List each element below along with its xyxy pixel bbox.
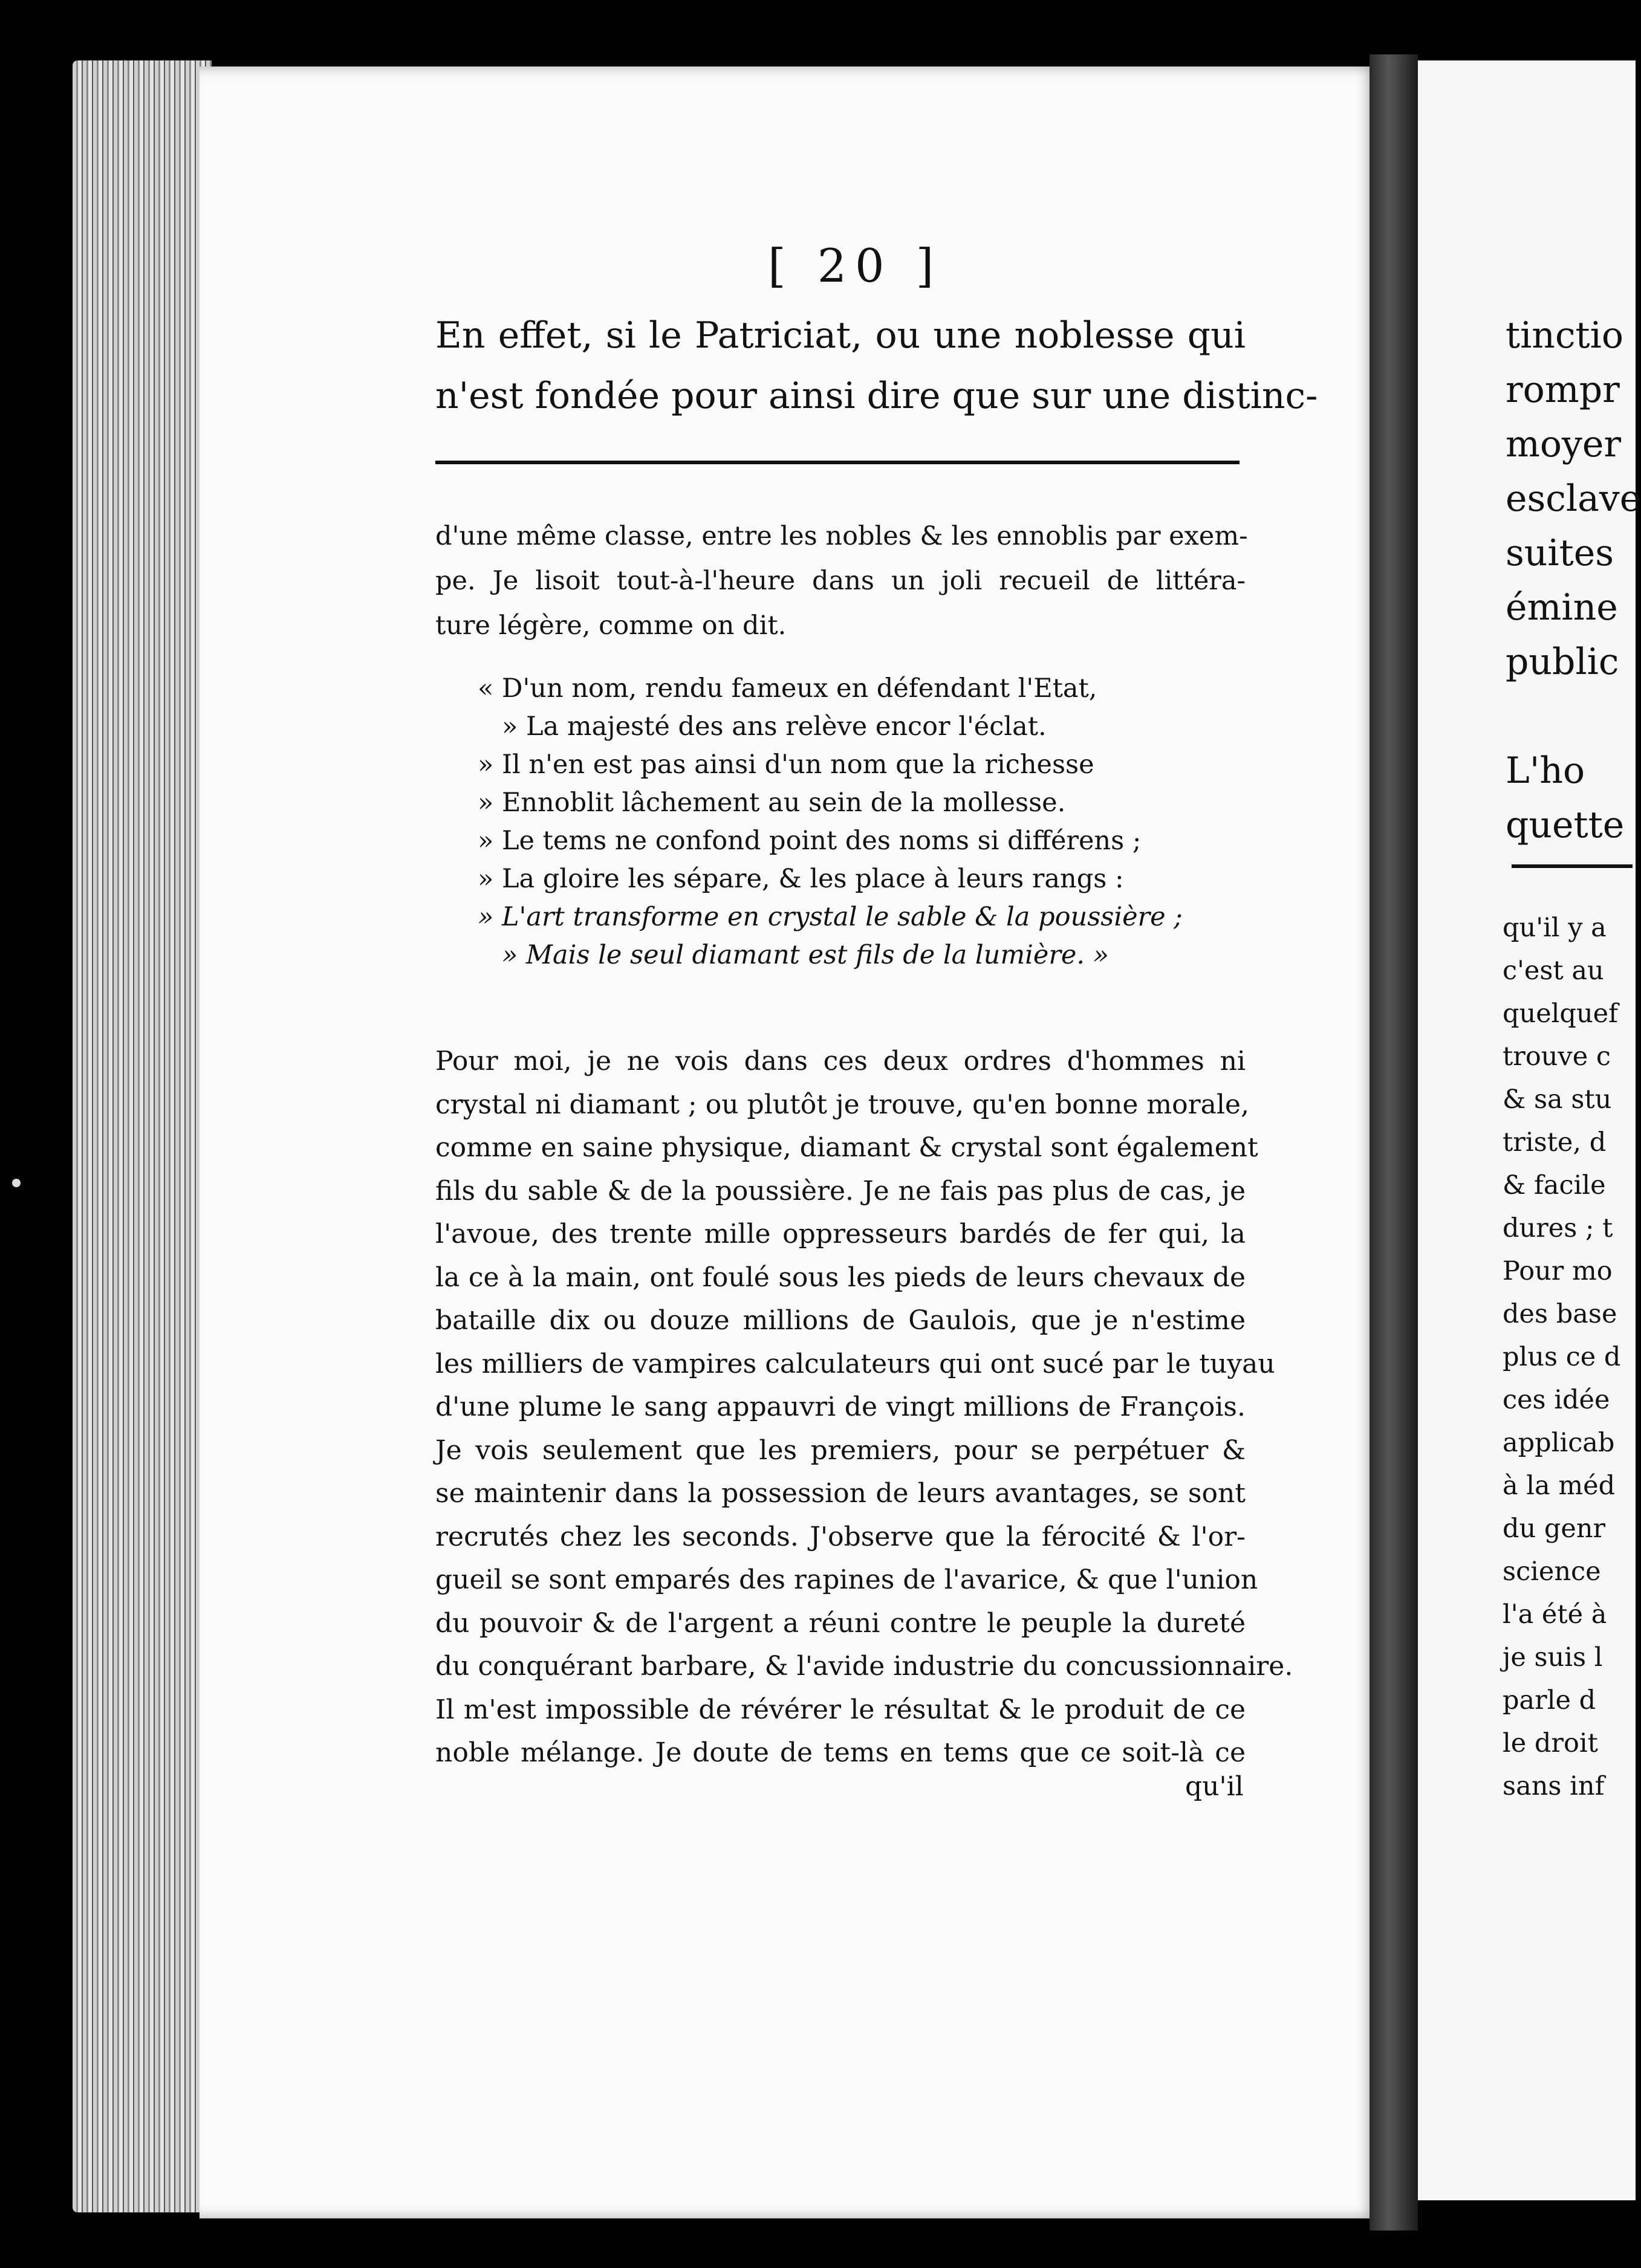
facing-foot-line: quelquef (1503, 999, 1619, 1029)
facing-foot-line: parle d (1503, 1685, 1596, 1716)
facing-foot-line: triste, d (1503, 1127, 1607, 1158)
body-line: comme en saine physique, diamant & crystal sont également (435, 1132, 1258, 1163)
facing-line: public (1506, 641, 1619, 683)
facing-line (1506, 689, 1641, 744)
facing-foot-line: c'est au (1503, 956, 1604, 986)
footnote-intro (435, 514, 1246, 648)
facing-foot-line: trouve c (1503, 1042, 1611, 1072)
facing-line: moyer (1506, 423, 1622, 465)
facing-foot-line: des base (1503, 1299, 1617, 1329)
verse-line: » La majesté des ans relève encor l'éclat. (502, 711, 1047, 742)
book-gutter (1370, 54, 1418, 2231)
facing-foot-line: & sa stu (1503, 1084, 1612, 1115)
body-line: l'avoue, des trente mille oppresseurs bardés de fer qui, la (435, 1219, 1246, 1249)
facing-line: esclave (1506, 478, 1641, 520)
body-line: du conquérant barbare, & l'avide industrie du concussionnaire. (435, 1651, 1293, 1682)
text-line: En effet, si le Patriciat, ou une noblesse qui (435, 314, 1246, 357)
facing-foot-line: qu'il y a (1503, 913, 1607, 943)
body-line: fils du sable & de la poussière. Je ne fais pas plus de cas, je (435, 1175, 1246, 1207)
facing-line: quette (1506, 804, 1625, 846)
facing-foot-line: Pour mo (1503, 1256, 1613, 1286)
body-line: noble mélange. Je doute de tems en tems que ce soit-là ce (435, 1737, 1246, 1768)
text-line: n'est fondée pour ainsi dire que sur une distinc- (435, 375, 1318, 417)
facing-foot-line: je suis l (1503, 1642, 1603, 1673)
verse-quote (478, 670, 1240, 974)
verse-line: » Ennoblit lâchement au sein de la mollesse. (478, 788, 1066, 818)
facing-foot-line: ces idée (1503, 1385, 1610, 1415)
body-line: les milliers de vampires calculateurs qui ont sucé par le tuyau (435, 1348, 1275, 1379)
body-line: la ce à la main, ont foulé sous les pieds de leurs chevaux de (435, 1262, 1246, 1293)
verse-line: » L'art transforme en crystal le sable & la poussière ; (478, 902, 1183, 932)
facing-line: tinctio (1506, 314, 1623, 357)
facing-foot-line: l'a été à (1503, 1599, 1607, 1630)
facing-foot-line: plus ce d (1503, 1342, 1621, 1372)
facing-foot-line: & facile (1503, 1170, 1606, 1200)
verse-line: » Mais le seul diamant est fils de la lumière. » (502, 940, 1109, 970)
verse-line: » Il n'en est pas ainsi d'un nom que la richesse (478, 750, 1094, 780)
body-line: se maintenir dans la possession de leurs avantages, se sont (435, 1478, 1246, 1509)
verse-line: » Le tems ne confond point des noms si différens ; (478, 826, 1142, 856)
speck-mark (12, 1179, 21, 1187)
facing-foot-line: dures ; t (1503, 1213, 1613, 1243)
footnote-line: d'une même classe, entre les nobles & les ennoblis par exem- (435, 521, 1248, 551)
body-line: gueil se sont emparés des rapines de l'avarice, & que l'union (435, 1564, 1258, 1595)
facing-footnote-rule (1512, 864, 1633, 868)
facing-foot-line: applicab (1503, 1428, 1615, 1458)
body-line: Je vois seulement que les premiers, pour se perpétuer & (435, 1434, 1246, 1466)
facing-page-text (1506, 308, 1641, 852)
verse-line: « D'un nom, rendu fameux en défendant l'Etat, (478, 673, 1097, 704)
body-line: crystal ni diamant ; ou plutôt je trouve, qu'en bonne morale, (435, 1089, 1249, 1120)
footnote-line: ture légère, comme on dit. (435, 611, 787, 641)
facing-line: rompr (1506, 369, 1620, 411)
main-text-top (435, 305, 1318, 426)
body-line: Pour moi, je ne vois dans ces deux ordres d'hommes ni (435, 1046, 1246, 1077)
facing-foot-line: à la méd (1503, 1471, 1616, 1501)
body-line: Il m'est impossible de révérer le résultat & le produit de ce (435, 1694, 1246, 1725)
page-number: [ 20 ] (768, 239, 943, 293)
body-line: du pouvoir & de l'argent a réuni contre le peuple la dureté (435, 1607, 1246, 1639)
facing-line: L'ho (1506, 750, 1585, 792)
catchword: qu'il (1185, 1771, 1244, 1802)
facing-line: suites (1506, 532, 1614, 574)
body-line: recrutés chez les seconds. J'observe que la férocité & l'or- (435, 1521, 1246, 1552)
body-line: d'une plume le sang appauvri de vingt millions de François. (435, 1392, 1246, 1422)
facing-page-footnote (1503, 907, 1620, 1808)
verse-line: » La gloire les sépare, & les place à leurs rangs : (478, 864, 1124, 894)
facing-foot-line: sans inf (1503, 1771, 1605, 1801)
facing-foot-line: le droit (1503, 1728, 1598, 1758)
footnote-body (435, 1040, 1293, 1775)
footnote-line: pe. Je lisoit tout-à-l'heure dans un joli recueil de littéra- (435, 566, 1246, 596)
facing-line: émine (1506, 586, 1618, 629)
footnote-rule (435, 461, 1240, 464)
facing-foot-line: du genr (1503, 1514, 1606, 1544)
page-edges (73, 60, 212, 2212)
body-line: bataille dix ou douze millions de Gaulois, que je n'estime (435, 1305, 1246, 1336)
facing-foot-line: science (1503, 1557, 1601, 1587)
